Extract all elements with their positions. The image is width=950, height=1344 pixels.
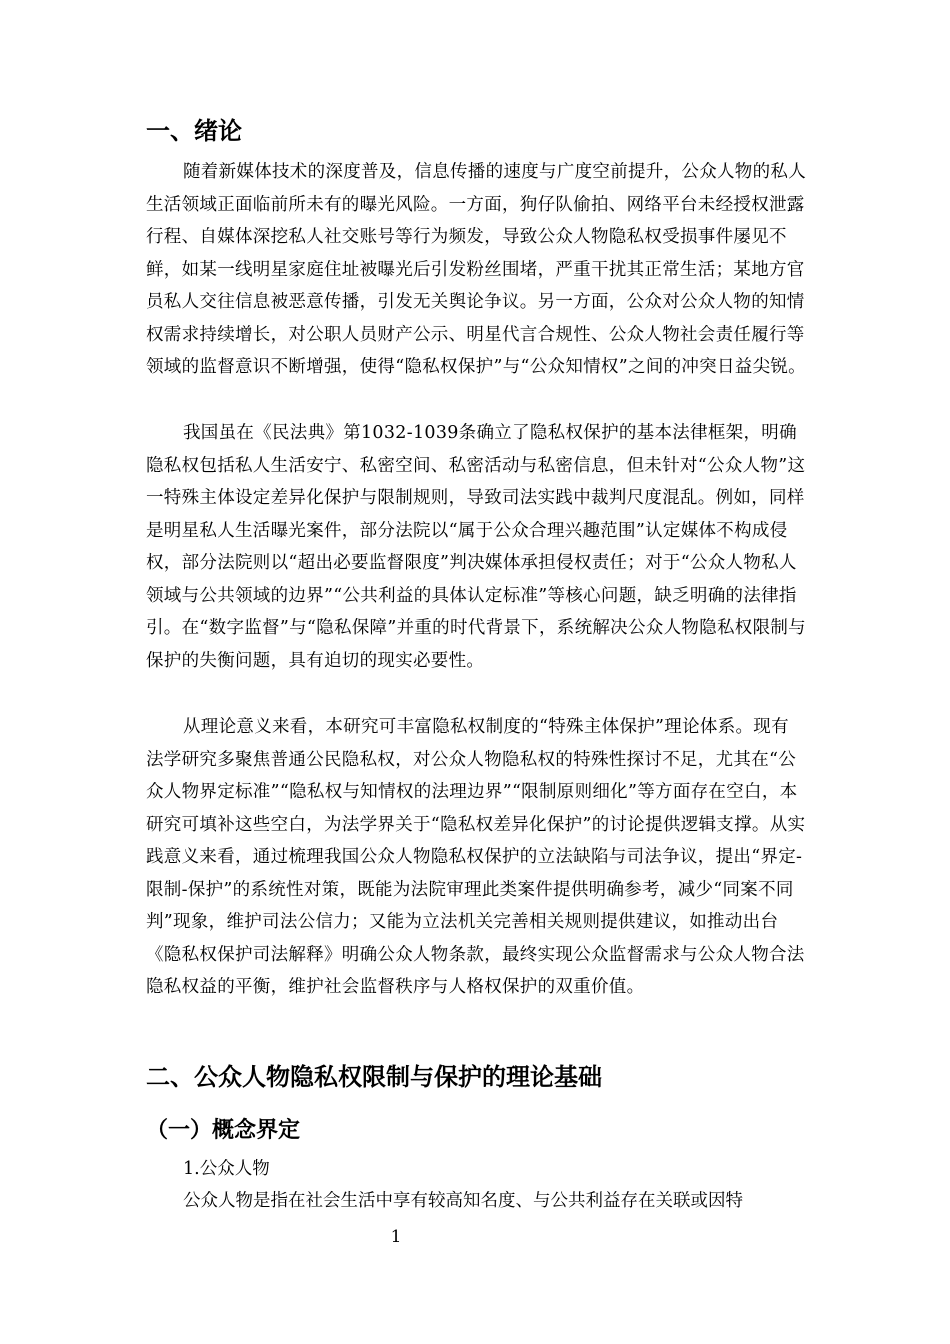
intro-paragraph-3: 从理论意义来看，本研究可丰富隐私权制度的“特殊主体保护”理论体系。现有法学研究多聚焦普通公民隐私权，对公众人物隐私权的特殊性探讨不足，尤其在“公众人物界定标准”“隐私权与知情权的法理边界”“限制原则细化”等方面存在空白，本研究可填补这些空白，为法学界关于“隐私权差异化保护”的讨论提供逻辑支撑。从实践意义来看，通过梳理我国公众人物隐私权保护的立法缺陷与司法争议，提出“界定-限制-保护”的系统性对策，既能为法院审理此类案件提供明确参考，减少“同案不同判”现象，维护司法公信力；又能为立法机关完善相关规则提供建议，如推动出台《隐私权保护司法解释》明确公众人物条款，最终实现公众监督需求与公众人物合法隐私权益的平衡，维护社会监督秩序与人格权保护的双重价值。	[146, 717, 806, 997]
subsection-heading-concepts: （一）概念界定	[146, 1118, 301, 1143]
section-heading-theory: 二、公众人物隐私权限制与保护的理论基础	[146, 1063, 602, 1091]
item-title-public-figure: 1.公众人物	[183, 1159, 270, 1179]
page-number: 1	[390, 1227, 402, 1247]
public-figure-definition: 公众人物是指在社会生活中享有较高知名度、与公共利益存在关联或因特	[183, 1191, 743, 1211]
intro-paragraph-1: 随着新媒体技术的深度普及，信息传播的速度与广度空前提升，公众人物的私人生活领域正面临前所未有的曝光风险。一方面，狗仔队偷拍、网络平台未经授权泄露行程、自媒体深挖私人社交账号等行为频发，导致公众人物隐私权受损事件屡见不鲜，如某一线明星家庭住址被曝光后引发粉丝围堵，严重干扰其正常生活；某地方官员私人交往信息被恶意传播，引发无关舆论争议。另一方面，公众对公众人物的知情权需求持续增长，对公职人员财产公示、明星代言合规性、公众人物社会责任履行等领域的监督意识不断增强，使得“隐私权保护”与“公众知情权”之间的冲突日益尖锐。	[146, 162, 806, 377]
intro-paragraph-2: 我国虽在《民法典》第1032-1039条确立了隐私权保护的基本法律框架，明确隐私权包括私人生活安宁、私密空间、私密活动与私密信息，但未针对“公众人物”这一特殊主体设定差异化保护与限制规则，导致司法实践中裁判尺度混乱。例如，同样是明星私人生活曝光案件，部分法院以“属于公众合理兴趣范围”认定媒体不构成侵权，部分法院则以“超出必要监督限度”判决媒体承担侵权责任；对于“公众人物私人领域与公共领域的边界”“公共利益的具体认定标准”等核心问题，缺乏明确的法律指引。在“数字监督”与“隐私保障”并重的时代背景下，系统解决公众人物隐私权限制与保护的失衡问题，具有迫切的现实必要性。	[146, 423, 806, 671]
section-heading-introduction: 一、绪论	[146, 117, 242, 145]
